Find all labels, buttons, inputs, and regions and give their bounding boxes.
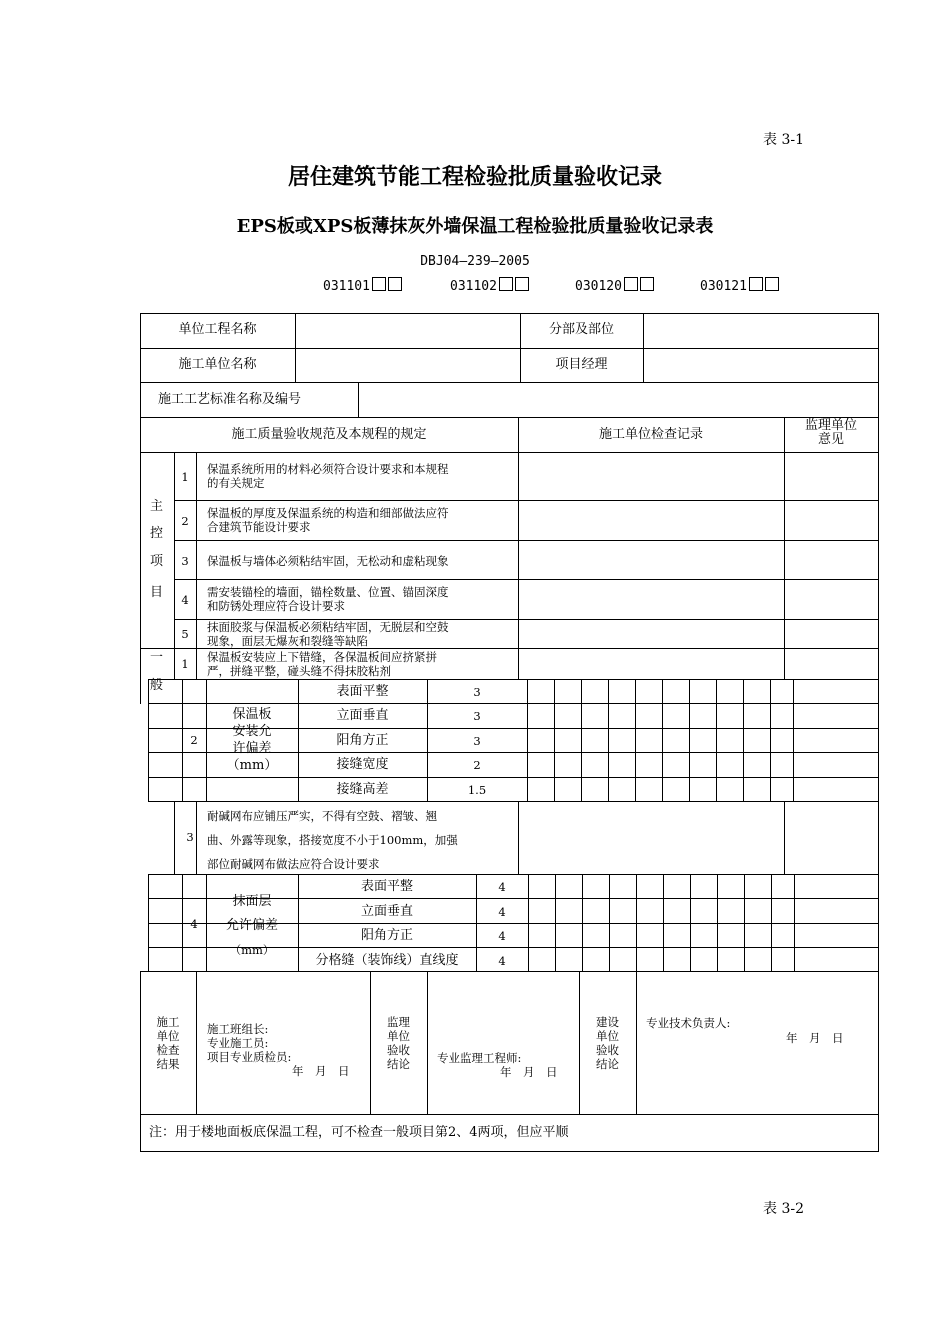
code-1: 031101 [323,277,402,294]
table-rule [518,452,519,680]
table-rule [609,874,610,972]
general-item-2-label-4: （mm） [226,758,278,773]
tolerance-row-name: 立面垂直 [336,708,389,723]
process-standard-label: 施工工艺标准名称及编号 [158,392,302,407]
manager-label: 项目经理 [555,357,608,372]
contractor-result-label-1: 施工 [156,1015,180,1029]
owner-result-label-1: 建设 [596,1015,619,1029]
owner-date: 年 月 日 [786,1031,844,1045]
table-rule [528,874,529,972]
tolerance-row-value: 4 [498,880,506,894]
tolerance-row-value: 2 [473,758,481,772]
check-record-column-header: 施工单位检查记录 [598,427,703,442]
tolerance-row-value: 4 [498,929,506,943]
page-subtitle: EPS板或XPS板薄抹灰外墙保温工程检验批质量验收记录表 [236,216,714,237]
owner-result-label-4: 结论 [596,1057,619,1071]
table-rule [370,971,371,1115]
owner-result-label-3: 验收 [596,1043,619,1057]
standard-code: DBJ04—239—2005 [420,254,530,269]
table-rule [527,679,528,802]
table-rule [140,417,879,418]
general-group-char-2: 般 [150,678,164,693]
supervisor-date: 年 月 日 [500,1065,558,1079]
table-rule [608,679,609,802]
tolerance-row-name: 阳角方正 [360,928,413,943]
supervising-engineer-field: 专业监理工程师: [437,1051,522,1065]
main-item-5-no: 5 [181,627,189,641]
tolerance-row-value: 1.5 [467,783,487,797]
main-group-char-3: 项 [150,554,164,569]
table-rule [744,874,745,972]
table-rule [771,874,772,972]
table-rule [784,417,785,453]
table-rule [878,313,879,1152]
table-rule [148,874,879,875]
main-group-char-2: 控 [150,526,164,541]
table-note: 注：用于楼地面板底保温工程，可不检查一般项目第2、4两项，但应平顺 [149,1125,569,1140]
table-rule [140,1151,879,1152]
main-group-char-1: 主 [150,499,164,514]
general-item-2-no: 2 [190,733,198,747]
table-rule [663,874,664,972]
table-rule [635,679,636,802]
code-3: 030120 [575,277,654,294]
division-label: 分部及部位 [548,322,614,337]
technical-lead-field: 专业技术负责人: [646,1016,731,1030]
spec-column-header: 施工质量验收规范及本规程的规定 [231,427,427,442]
main-item-2-no: 2 [181,514,189,528]
supervisor-result-label-4: 结论 [387,1057,410,1071]
table-rule [196,452,197,680]
main-item-3-no: 3 [181,554,189,568]
table-rule [636,971,637,1115]
general-item-3-line-1: 耐碱网布应铺压严实，不得有空鼓、褶皱、翘 [207,809,437,823]
main-item-2-line-1: 保温板的厚度及保温系统的构造和细部做法应符 [207,506,449,520]
table-rule [582,874,583,972]
table-rule [174,540,879,541]
table-rule [717,874,718,972]
table-rule [784,801,785,875]
general-item-2-label-3: 许偏差 [232,741,272,756]
general-item-2-label-2: 安装允 [232,724,272,739]
table-rule [140,971,879,972]
table-rule [427,971,428,1115]
general-item-3-no: 3 [186,830,194,844]
general-item-1-line-1: 保温板安装应上下错缝，各保温板间应挤紧拼 [207,650,437,664]
main-item-2-line-2: 合建筑节能设计要求 [207,520,311,534]
main-item-5-line-1: 抹面胶浆与保温板必须粘结牢固，无脱层和空鼓 [207,620,449,634]
table-rule [784,452,785,680]
tolerance-row-value: 3 [473,709,481,723]
table-rule [174,579,879,580]
tolerance-row-name: 表面平整 [336,684,389,699]
table-rule [140,313,879,314]
tolerance-row-name: 接缝高差 [336,782,389,797]
table-rule [358,382,359,418]
tolerance-row-name: 阳角方正 [336,733,389,748]
code-2: 031102 [450,277,529,294]
tolerance-row-value: 4 [498,905,506,919]
supervisor-result-label-1: 监理 [387,1015,410,1029]
main-item-4-no: 4 [181,593,189,607]
general-item-3-line-3: 部位耐碱网布做法应符合设计要求 [207,857,380,871]
tolerance-row-value: 4 [498,954,506,968]
general-item-4-label-3: （mm） [229,943,275,957]
general-group-char-1: 一 [150,650,164,665]
contractor-label: 施工单位名称 [178,357,257,372]
table-rule [140,348,879,349]
contractor-result-label-3: 检查 [156,1043,180,1057]
main-item-4-line-1: 需安装锚栓的墙面，锚栓数量、位置、锚固深度 [207,585,449,599]
table-rule [140,382,879,383]
main-item-1-line-2: 的有关规定 [207,476,265,490]
table-rule [555,874,556,972]
table-rule [196,971,197,1115]
main-group-char-4: 目 [150,585,164,600]
table-rule [554,679,555,802]
table-rule [662,679,663,802]
table-rule [148,874,149,972]
table-rule [690,874,691,972]
general-item-4-label-1: 抹面层 [232,894,272,909]
contractor-result-label-2: 单位 [156,1029,180,1043]
next-table-number: 表 3-2 [763,1201,804,1217]
table-rule [689,679,690,802]
table-rule [206,679,207,802]
general-item-4-no: 4 [190,917,198,931]
table-rule [140,648,175,649]
tolerance-row-name: 分格缝（装饰线）直线度 [315,953,459,968]
table-rule [643,313,644,383]
table-rule [770,679,771,802]
table-rule [794,874,795,972]
main-item-4-line-2: 和防锈处理应符合设计要求 [207,599,345,613]
table-rule [716,679,717,802]
table-rule [174,648,879,649]
main-item-1-line-1: 保温系统所用的材料必须符合设计要求和本规程 [207,462,449,476]
table-rule [174,500,879,501]
supervisor-result-label-3: 验收 [387,1043,410,1057]
supervisor-result-label-2: 单位 [387,1029,410,1043]
table-rule [793,679,794,802]
main-item-1-no: 1 [181,470,189,484]
contractor-date: 年 月 日 [292,1064,350,1078]
main-item-5-line-2: 现象，面层无爆灰和裂缝等缺陷 [207,634,368,648]
page-title: 居住建筑节能工程检验批质量验收记录 [287,164,662,190]
supervisor-opinion-column-header: 监理单位意见 [804,418,857,447]
tolerance-row-name: 立面垂直 [360,904,413,919]
tolerance-row-value: 3 [473,734,481,748]
quality-inspector-field: 项目专业质检员: [207,1050,292,1064]
general-item-2-label-1: 保温板 [232,707,272,722]
unit-project-label: 单位工程名称 [178,322,257,337]
table-rule [743,679,744,802]
general-item-3-line-2: 曲、外露等现象，搭接宽度不小于100mm，加强 [207,833,458,847]
tolerance-row-name: 表面平整 [360,879,413,894]
table-number: 表 3-1 [763,132,804,148]
table-rule [518,801,519,875]
site-engineer-field: 专业施工员: [207,1036,269,1050]
main-item-3-line-1: 保温板与墙体必须粘结牢固，无松动和虚粘现象 [207,554,449,568]
general-item-1-no: 1 [181,657,189,671]
tolerance-row-name: 接缝宽度 [336,757,389,772]
contractor-result-label-4: 结果 [156,1057,180,1071]
table-rule [295,313,296,383]
table-rule [140,452,879,453]
table-rule [140,1114,879,1115]
table-rule [148,679,149,802]
general-item-4-label-2: 允许偏差 [225,918,278,933]
code-4: 030121 [700,277,779,294]
tolerance-row-value: 3 [473,685,481,699]
team-leader-field: 施工班组长: [207,1022,269,1036]
table-rule [636,874,637,972]
general-item-1-line-2: 严，拼缝平整，碰头缝不得抹胶粘剂 [207,664,391,678]
table-rule [581,679,582,802]
owner-result-label-2: 单位 [596,1029,619,1043]
table-rule [579,971,580,1115]
